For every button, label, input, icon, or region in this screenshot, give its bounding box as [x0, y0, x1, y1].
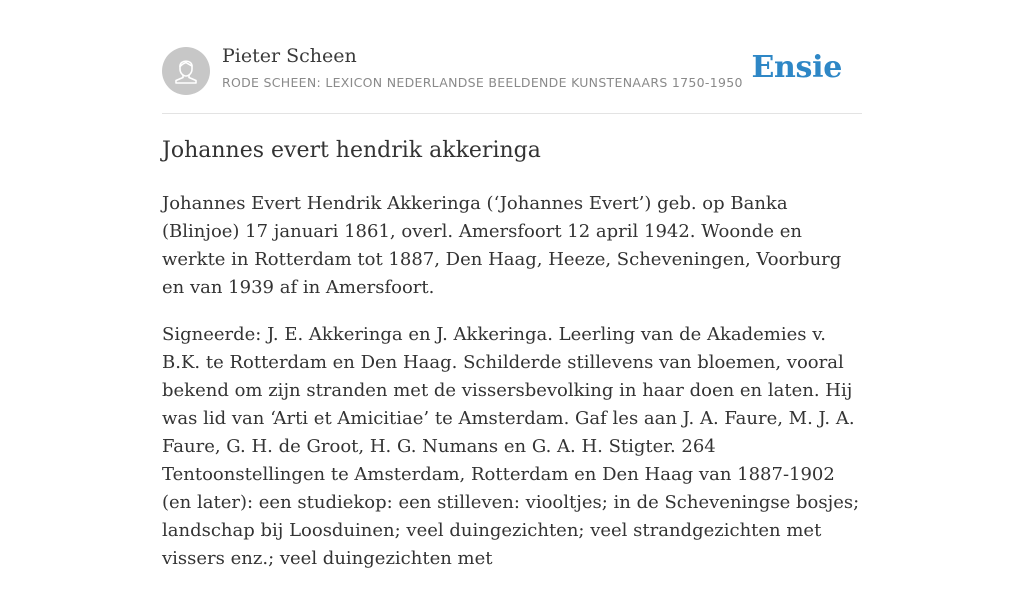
article-header — [162, 0, 862, 114]
article-container — [162, 0, 862, 569]
article-paragraph: Signeerde: J. E. Akkeringa en J. Akkeringa. Leerling van de Akademies v. B.K. te Rotterdam en Den Haag. Schilderde stillevens van bloemen, vooral bekend om zijn stranden met de vissersbevolking in haar doen en laten. Hij was lid van ‘Arti et Amicitiae’ te Amsterdam. Gaf les aan J. A. Faure, M. J. A. Faure, G. H. de Groot, H. G. Numans en G. A. H. Stigter. 264 Tentoonstellingen te Amsterdam, Rotterdam en Den Haag van 1887-1902 (en later): een studiekop: een stilleven: viooltjes; in de Scheveningse bosjes; landschap bij Loosduinen; veel duingezichten; veel strandgezichten met vissers enz.; veel duingezichten met — [162, 324, 860, 569]
author-avatar[interactable] — [162, 47, 210, 95]
article-body — [162, 190, 868, 592]
article-paragraph: Johannes Evert Hendrik Akkeringa (‘Johannes Evert’) geb. op Banka (Blinjoe) 17 januari 1861, overl. Amersfoort 12 april 1942. Woonde en werkte in Rotterdam tot 1887, Den Haag, Heeze, Scheveningen, Voorburg en van 1939 af in Amersfoort. — [162, 193, 842, 298]
author-name[interactable]: Pieter Scheen — [222, 45, 357, 67]
source-label[interactable]: RODE SCHEEN: LEXICON NEDERLANDSE BEELDENDE KUNSTENAARS 1750-1950 — [222, 75, 743, 90]
user-silhouette-icon — [162, 47, 210, 95]
brand-logo[interactable]: Ensie — [751, 50, 842, 85]
article-title: Johannes evert hendrik akkeringa — [162, 138, 541, 163]
